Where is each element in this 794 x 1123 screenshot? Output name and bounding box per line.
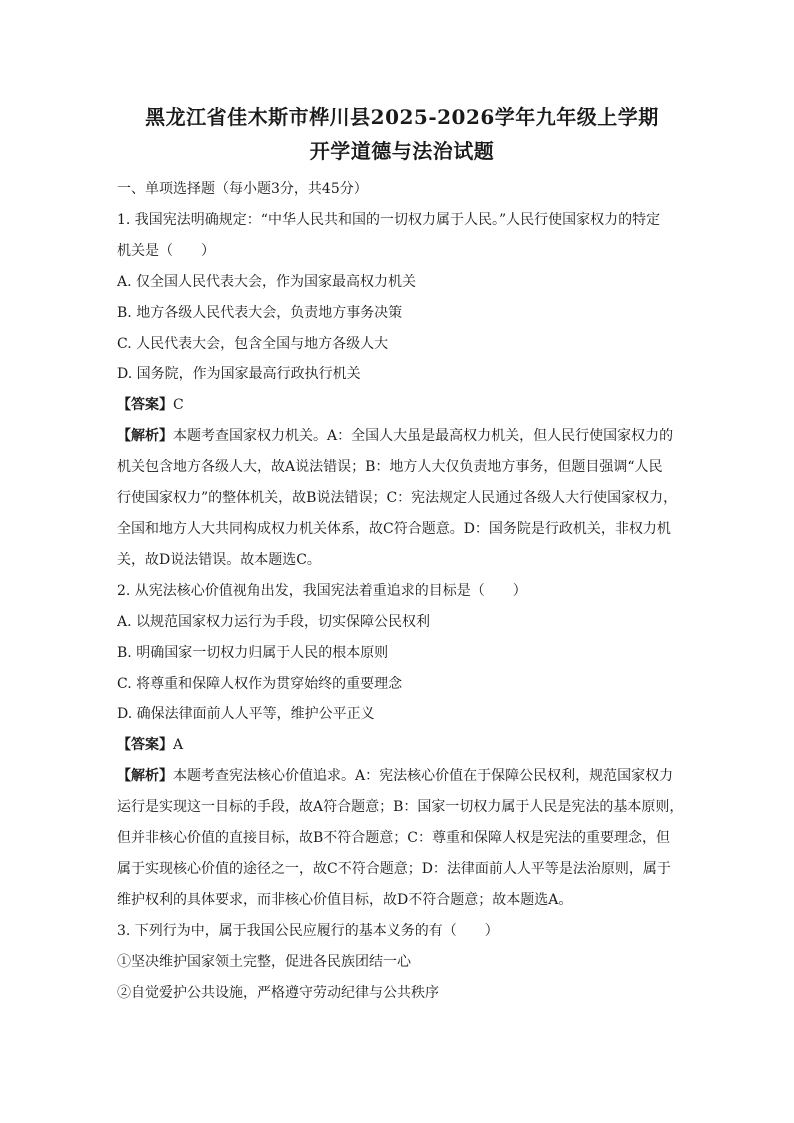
analysis-line: 行使国家权力”的整体机关，故B说法错误；C：宪法规定人民通过各级人大行使国家权力， [117,490,678,507]
question-stem: 3. 下列行为中，属于我国公民应履行的基本义务的有（ ） [117,922,499,939]
analysis-text: 本题考查国家权力机关。A：全国人大虽是最高权力机关，但人民行使国家权力的 [173,428,674,445]
answer-tag: 【答案】 [117,397,173,414]
analysis-line [117,421,687,452]
analysis-tag: 【解析】 [117,428,173,445]
option-d: D. 确保法律面前人人平等，维护公平正义 [117,706,375,723]
option-d: D. 国务院，作为国家最高行政执行机关 [117,366,361,383]
option-a: A. 以规范国家权力运行为手段，切实保障公民权利 [117,613,431,630]
analysis-line: 全国和地方人大共同构成权力机关体系，故C符合题意。D：国务院是行政机关，非权力机 [117,520,671,537]
answer-value: C [173,397,184,414]
analysis-text: 本题考查宪法核心价值追求。A：宪法核心价值在于保障公民权利，规范国家权力 [173,768,674,785]
option-c: C. 人民代表大会，包含全国与地方各级人大 [117,335,389,352]
question-stem: 2. 从宪法核心价值视角出发，我国宪法着重追求的目标是（ ） [117,582,527,599]
statement-item: ②自觉爱护公共设施，严格遵守劳动纪律与公共秩序 [117,984,439,1001]
analysis-line: 属于实现核心价值的途径之一，故C不符合题意；D：法律面前人人平等是法治原则，属于 [117,860,671,877]
section-heading: 一、单项选择题（每小题3分，共45分） [117,181,368,197]
answer-line [117,730,687,761]
analysis-line: 机关包含地方各级人大，故A说法错误；B：地方人大仅负责地方事务，但题目强调“人民 [117,459,663,476]
analysis-line: 维护权利的具体要求，而非核心价值目标，故D不符合题意；故本题选A。 [117,891,573,908]
question-2 [117,576,687,916]
answer-tag: 【答案】 [117,737,173,754]
document-title-line1: 黑龙江省佳木斯市桦川县2025-2026学年九年级上学期 [145,105,659,129]
analysis-line: 关，故D说法错误。故本题选C。 [117,551,321,568]
document-page [117,100,687,1008]
analysis-line: 运行是实现这一目标的手段，故A符合题意；B：国家一切权力属于人民是宪法的基本原则， [117,799,684,816]
question-stem: 机关是（ ） [117,242,215,259]
analysis-line: 但并非核心价值的直接目标，故B不符合题意；C：尊重和保障人权是宪法的重要理念，但 [117,830,670,847]
option-c: C. 将尊重和保障人权作为贯穿始终的重要理念 [117,675,403,692]
question-3 [117,916,687,1009]
answer-value: A [173,737,184,754]
answer-line [117,390,687,421]
analysis-tag: 【解析】 [117,768,173,785]
option-a: A. 仅全国人民代表大会，作为国家最高权力机关 [117,273,417,290]
question-1 [117,205,687,576]
option-b: B. 明确国家一切权力归属于人民的根本原则 [117,644,389,661]
document-title-line2: 开学道德与法治试题 [309,139,495,163]
question-stem: 1. 我国宪法明确规定：“中华人民共和国的一切权力属于人民。”人民行使国家权力的特定 [117,211,661,228]
statement-item: ①坚决维护国家领土完整，促进各民族团结一心 [117,953,411,970]
analysis-line [117,761,687,792]
option-b: B. 地方各级人民代表大会，负责地方事务决策 [117,304,403,321]
